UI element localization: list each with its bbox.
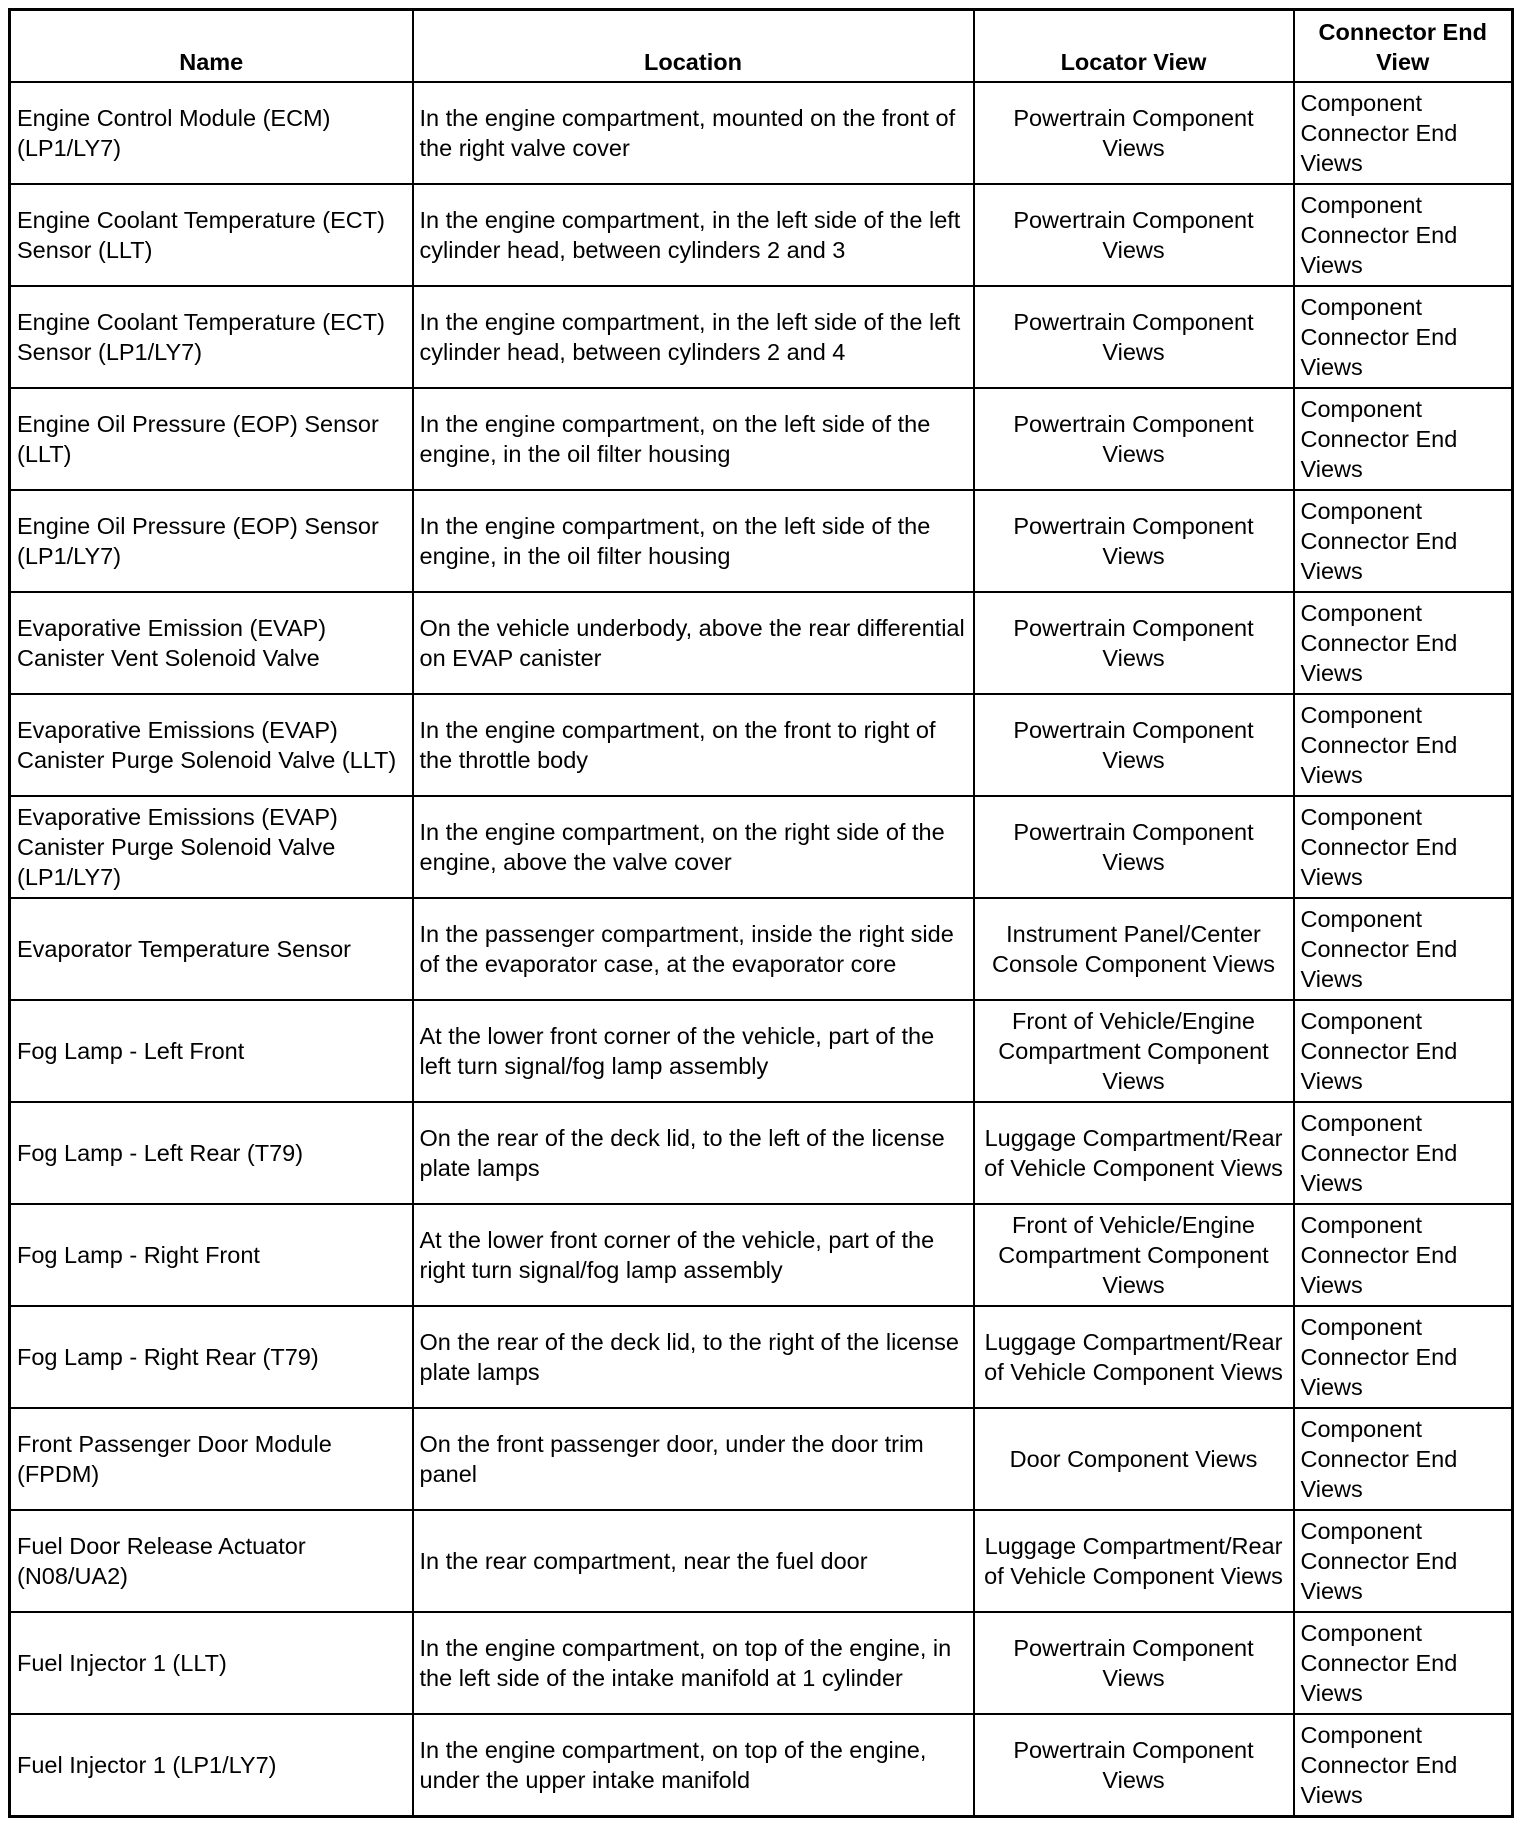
cell-name: Fog Lamp - Left Rear (T79) bbox=[10, 1102, 413, 1204]
cell-connector-end-view: Component Connector End Views bbox=[1294, 1306, 1513, 1408]
table-row bbox=[10, 592, 1513, 694]
cell-locator-view: Powertrain Component Views bbox=[974, 82, 1294, 184]
table-row bbox=[10, 898, 1513, 1000]
column-header-location: Location bbox=[413, 10, 974, 83]
cell-connector-end-view: Component Connector End Views bbox=[1294, 388, 1513, 490]
component-locator-table bbox=[8, 8, 1514, 1818]
cell-locator-view: Front of Vehicle/Engine Compartment Component Views bbox=[974, 1000, 1294, 1102]
cell-name: Fuel Injector 1 (LP1/LY7) bbox=[10, 1714, 413, 1817]
table-row bbox=[10, 1000, 1513, 1102]
cell-name: Engine Control Module (ECM) (LP1/LY7) bbox=[10, 82, 413, 184]
cell-location: In the engine compartment, in the left side of the left cylinder head, between cylinders 2 and 4 bbox=[413, 286, 974, 388]
cell-locator-view: Powertrain Component Views bbox=[974, 388, 1294, 490]
cell-connector-end-view: Component Connector End Views bbox=[1294, 184, 1513, 286]
column-header-connector-end-view: Connector End View bbox=[1294, 10, 1513, 83]
table-row bbox=[10, 1306, 1513, 1408]
cell-locator-view: Instrument Panel/Center Console Component Views bbox=[974, 898, 1294, 1000]
cell-locator-view: Luggage Compartment/Rear of Vehicle Component Views bbox=[974, 1306, 1294, 1408]
cell-locator-view: Powertrain Component Views bbox=[974, 592, 1294, 694]
cell-name: Fuel Door Release Actuator (N08/UA2) bbox=[10, 1510, 413, 1612]
cell-name: Evaporator Temperature Sensor bbox=[10, 898, 413, 1000]
header-row bbox=[10, 10, 1513, 83]
table-row bbox=[10, 184, 1513, 286]
cell-connector-end-view: Component Connector End Views bbox=[1294, 694, 1513, 796]
cell-location: On the vehicle underbody, above the rear differential on EVAP canister bbox=[413, 592, 974, 694]
cell-connector-end-view: Component Connector End Views bbox=[1294, 1408, 1513, 1510]
cell-connector-end-view: Component Connector End Views bbox=[1294, 490, 1513, 592]
cell-location: In the engine compartment, in the left side of the left cylinder head, between cylinders 2 and 3 bbox=[413, 184, 974, 286]
cell-connector-end-view: Component Connector End Views bbox=[1294, 592, 1513, 694]
cell-locator-view: Powertrain Component Views bbox=[974, 490, 1294, 592]
cell-locator-view: Powertrain Component Views bbox=[974, 796, 1294, 898]
cell-locator-view: Front of Vehicle/Engine Compartment Component Views bbox=[974, 1204, 1294, 1306]
cell-location: At the lower front corner of the vehicle, part of the left turn signal/fog lamp assembly bbox=[413, 1000, 974, 1102]
cell-connector-end-view: Component Connector End Views bbox=[1294, 796, 1513, 898]
cell-location: In the engine compartment, on the left side of the engine, in the oil filter housing bbox=[413, 490, 974, 592]
cell-connector-end-view: Component Connector End Views bbox=[1294, 286, 1513, 388]
cell-location: In the engine compartment, on the front to right of the throttle body bbox=[413, 694, 974, 796]
cell-location: In the engine compartment, on the right side of the engine, above the valve cover bbox=[413, 796, 974, 898]
cell-location: In the engine compartment, mounted on the front of the right valve cover bbox=[413, 82, 974, 184]
cell-name: Fog Lamp - Right Rear (T79) bbox=[10, 1306, 413, 1408]
cell-locator-view: Door Component Views bbox=[974, 1408, 1294, 1510]
cell-connector-end-view: Component Connector End Views bbox=[1294, 82, 1513, 184]
cell-connector-end-view: Component Connector End Views bbox=[1294, 1612, 1513, 1714]
cell-name: Engine Oil Pressure (EOP) Sensor (LP1/LY7) bbox=[10, 490, 413, 592]
table-row bbox=[10, 1612, 1513, 1714]
cell-name: Engine Oil Pressure (EOP) Sensor (LLT) bbox=[10, 388, 413, 490]
cell-location: In the engine compartment, on top of the engine, under the upper intake manifold bbox=[413, 1714, 974, 1817]
cell-connector-end-view: Component Connector End Views bbox=[1294, 1204, 1513, 1306]
cell-locator-view: Powertrain Component Views bbox=[974, 1714, 1294, 1817]
cell-location: On the rear of the deck lid, to the right of the license plate lamps bbox=[413, 1306, 974, 1408]
column-header-name: Name bbox=[10, 10, 413, 83]
table-row bbox=[10, 694, 1513, 796]
cell-location: In the engine compartment, on top of the engine, in the left side of the intake manifold at 1 cylinder bbox=[413, 1612, 974, 1714]
cell-name: Front Passenger Door Module (FPDM) bbox=[10, 1408, 413, 1510]
table-row bbox=[10, 1102, 1513, 1204]
cell-locator-view: Powertrain Component Views bbox=[974, 286, 1294, 388]
cell-name: Fog Lamp - Left Front bbox=[10, 1000, 413, 1102]
table-row bbox=[10, 82, 1513, 184]
cell-locator-view: Powertrain Component Views bbox=[974, 184, 1294, 286]
cell-connector-end-view: Component Connector End Views bbox=[1294, 1000, 1513, 1102]
table-row bbox=[10, 286, 1513, 388]
table-row bbox=[10, 490, 1513, 592]
column-header-locator-view: Locator View bbox=[974, 10, 1294, 83]
cell-location: In the passenger compartment, inside the right side of the evaporator case, at the evaporator core bbox=[413, 898, 974, 1000]
table-row bbox=[10, 1408, 1513, 1510]
cell-locator-view: Luggage Compartment/Rear of Vehicle Component Views bbox=[974, 1510, 1294, 1612]
cell-connector-end-view: Component Connector End Views bbox=[1294, 1714, 1513, 1817]
table-row bbox=[10, 796, 1513, 898]
cell-location: In the rear compartment, near the fuel door bbox=[413, 1510, 974, 1612]
table-row bbox=[10, 1510, 1513, 1612]
table-row bbox=[10, 1204, 1513, 1306]
cell-locator-view: Powertrain Component Views bbox=[974, 694, 1294, 796]
cell-name: Evaporative Emissions (EVAP) Canister Purge Solenoid Valve (LLT) bbox=[10, 694, 413, 796]
cell-location: At the lower front corner of the vehicle, part of the right turn signal/fog lamp assembly bbox=[413, 1204, 974, 1306]
cell-locator-view: Powertrain Component Views bbox=[974, 1612, 1294, 1714]
cell-name: Engine Coolant Temperature (ECT) Sensor (LLT) bbox=[10, 184, 413, 286]
cell-name: Fog Lamp - Right Front bbox=[10, 1204, 413, 1306]
table-row bbox=[10, 388, 1513, 490]
cell-location: On the front passenger door, under the door trim panel bbox=[413, 1408, 974, 1510]
cell-name: Evaporative Emissions (EVAP) Canister Purge Solenoid Valve (LP1/LY7) bbox=[10, 796, 413, 898]
table-row bbox=[10, 1714, 1513, 1817]
cell-connector-end-view: Component Connector End Views bbox=[1294, 1510, 1513, 1612]
cell-name: Fuel Injector 1 (LLT) bbox=[10, 1612, 413, 1714]
cell-name: Engine Coolant Temperature (ECT) Sensor (LP1/LY7) bbox=[10, 286, 413, 388]
cell-location: In the engine compartment, on the left side of the engine, in the oil filter housing bbox=[413, 388, 974, 490]
cell-name: Evaporative Emission (EVAP) Canister Vent Solenoid Valve bbox=[10, 592, 413, 694]
cell-connector-end-view: Component Connector End Views bbox=[1294, 1102, 1513, 1204]
cell-location: On the rear of the deck lid, to the left of the license plate lamps bbox=[413, 1102, 974, 1204]
cell-connector-end-view: Component Connector End Views bbox=[1294, 898, 1513, 1000]
cell-locator-view: Luggage Compartment/Rear of Vehicle Component Views bbox=[974, 1102, 1294, 1204]
